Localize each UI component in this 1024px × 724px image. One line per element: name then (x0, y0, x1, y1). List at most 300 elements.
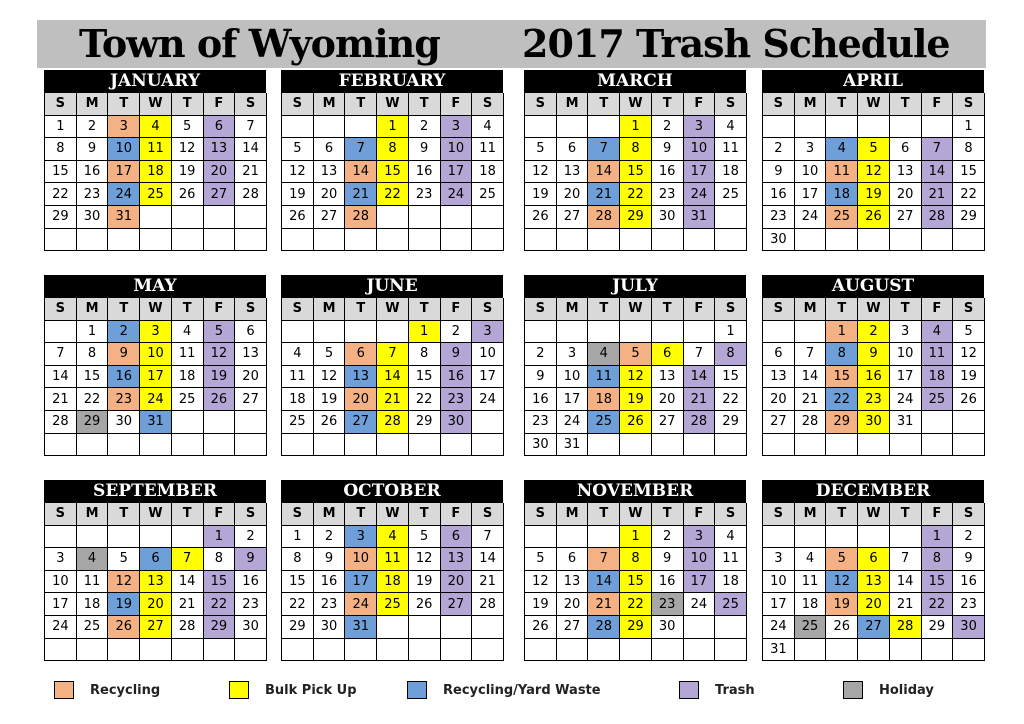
day-cell: 13 (858, 571, 890, 594)
empty-cell (858, 434, 890, 457)
empty-cell (525, 639, 557, 662)
weekday-header: S (235, 298, 267, 321)
day-cell: 27 (345, 411, 377, 434)
day-cell: 24 (890, 388, 922, 411)
empty-cell (684, 321, 716, 344)
empty-cell (620, 639, 652, 662)
day-cell: 18 (715, 161, 747, 184)
day-cell: 5 (409, 526, 441, 549)
day-cell: 19 (858, 183, 890, 206)
day-cell: 16 (108, 366, 140, 389)
weekday-header: M (314, 503, 346, 526)
day-cell: 22 (620, 593, 652, 616)
empty-cell (588, 526, 620, 549)
day-cell: 8 (377, 138, 409, 161)
legend (0, 681, 1024, 703)
legend-label: Holiday (879, 682, 934, 698)
weekday-header: T (172, 503, 204, 526)
day-cell: 22 (409, 388, 441, 411)
day-cell: 14 (472, 548, 504, 571)
weekday-header: M (314, 93, 346, 116)
day-cell: 12 (108, 571, 140, 594)
empty-cell (588, 321, 620, 344)
day-cell: 8 (922, 548, 954, 571)
day-cell: 1 (826, 321, 858, 344)
day-cell: 31 (345, 616, 377, 639)
weekday-header: T (108, 503, 140, 526)
day-cell: 7 (890, 548, 922, 571)
day-cell: 22 (377, 183, 409, 206)
weekday-header: T (345, 298, 377, 321)
month-february (281, 70, 503, 251)
day-cell: 25 (77, 616, 109, 639)
day-cell: 28 (377, 411, 409, 434)
day-cell: 27 (140, 616, 172, 639)
day-cell: 7 (588, 138, 620, 161)
day-cell: 12 (525, 571, 557, 594)
empty-cell (409, 206, 441, 229)
legend-label: Trash (715, 682, 755, 698)
day-cell: 18 (922, 366, 954, 389)
weekday-header: M (314, 298, 346, 321)
day-cell: 12 (620, 366, 652, 389)
empty-cell (172, 229, 204, 252)
day-cell: 16 (525, 388, 557, 411)
empty-cell (588, 229, 620, 252)
empty-cell (377, 321, 409, 344)
day-cell: 31 (684, 206, 716, 229)
empty-cell (441, 616, 473, 639)
month-december (762, 480, 984, 661)
month-title: MAY (44, 275, 266, 297)
day-cell: 11 (922, 343, 954, 366)
day-cell: 26 (826, 616, 858, 639)
day-cell: 26 (108, 616, 140, 639)
day-cell: 29 (715, 411, 747, 434)
weekday-header: S (953, 503, 985, 526)
month-days-grid (44, 502, 266, 661)
empty-cell (45, 321, 77, 344)
day-cell: 4 (795, 548, 827, 571)
empty-cell (108, 229, 140, 252)
day-cell: 10 (345, 548, 377, 571)
day-cell: 14 (922, 161, 954, 184)
day-cell: 10 (763, 571, 795, 594)
month-days-grid (281, 502, 503, 661)
day-cell: 8 (282, 548, 314, 571)
day-cell: 7 (235, 116, 267, 139)
day-cell: 25 (377, 593, 409, 616)
day-cell: 12 (172, 138, 204, 161)
day-cell: 4 (826, 138, 858, 161)
weekday-header: F (441, 298, 473, 321)
day-cell: 28 (588, 616, 620, 639)
empty-cell (377, 616, 409, 639)
empty-cell (588, 639, 620, 662)
day-cell: 13 (557, 571, 589, 594)
day-cell: 25 (715, 183, 747, 206)
empty-cell (858, 639, 890, 662)
day-cell: 24 (684, 593, 716, 616)
empty-cell (715, 639, 747, 662)
day-cell: 21 (588, 183, 620, 206)
day-cell: 5 (953, 321, 985, 344)
day-cell: 28 (345, 206, 377, 229)
weekday-header: T (826, 93, 858, 116)
empty-cell (763, 116, 795, 139)
month-days-grid (281, 297, 503, 456)
weekday-header: T (409, 503, 441, 526)
empty-cell (45, 639, 77, 662)
day-cell: 8 (409, 343, 441, 366)
day-cell: 20 (140, 593, 172, 616)
day-cell: 26 (525, 206, 557, 229)
day-cell: 9 (953, 548, 985, 571)
empty-cell (441, 206, 473, 229)
day-cell: 20 (890, 183, 922, 206)
day-cell: 1 (620, 526, 652, 549)
day-cell: 13 (140, 571, 172, 594)
day-cell: 27 (235, 388, 267, 411)
weekday-header: M (77, 503, 109, 526)
day-cell: 17 (108, 161, 140, 184)
empty-cell (715, 206, 747, 229)
day-cell: 23 (763, 206, 795, 229)
day-cell: 31 (890, 411, 922, 434)
empty-cell (715, 229, 747, 252)
legend-swatch (54, 681, 74, 699)
empty-cell (588, 116, 620, 139)
day-cell: 15 (922, 571, 954, 594)
day-cell: 22 (953, 183, 985, 206)
day-cell: 19 (525, 593, 557, 616)
empty-cell (108, 639, 140, 662)
day-cell: 9 (652, 548, 684, 571)
empty-cell (922, 229, 954, 252)
day-cell: 31 (763, 639, 795, 662)
weekday-header: F (922, 503, 954, 526)
day-cell: 2 (953, 526, 985, 549)
day-cell: 21 (45, 388, 77, 411)
day-cell: 20 (441, 571, 473, 594)
weekday-header: S (525, 298, 557, 321)
weekday-header: T (108, 93, 140, 116)
day-cell: 20 (858, 593, 890, 616)
weekday-header: W (377, 503, 409, 526)
day-cell: 21 (235, 161, 267, 184)
day-cell: 7 (377, 343, 409, 366)
day-cell: 10 (45, 571, 77, 594)
empty-cell (557, 229, 589, 252)
day-cell: 11 (715, 138, 747, 161)
day-cell: 24 (795, 206, 827, 229)
day-cell: 11 (377, 548, 409, 571)
day-cell: 30 (77, 206, 109, 229)
weekday-header: T (108, 298, 140, 321)
day-cell: 7 (588, 548, 620, 571)
empty-cell (890, 116, 922, 139)
day-cell: 3 (45, 548, 77, 571)
legend-item (843, 681, 934, 699)
empty-cell (858, 116, 890, 139)
month-november (524, 480, 746, 661)
empty-cell (172, 526, 204, 549)
day-cell: 13 (314, 161, 346, 184)
day-cell: 23 (409, 183, 441, 206)
day-cell: 27 (314, 206, 346, 229)
empty-cell (715, 616, 747, 639)
weekday-header: S (472, 503, 504, 526)
legend-label: Bulk Pick Up (265, 682, 357, 698)
empty-cell (441, 434, 473, 457)
day-cell: 6 (557, 138, 589, 161)
day-cell: 20 (314, 183, 346, 206)
day-cell: 2 (108, 321, 140, 344)
empty-cell (652, 434, 684, 457)
day-cell: 5 (204, 321, 236, 344)
weekday-header: T (345, 93, 377, 116)
day-cell: 14 (172, 571, 204, 594)
weekday-header: S (235, 503, 267, 526)
month-title: JUNE (281, 275, 503, 297)
day-cell: 12 (826, 571, 858, 594)
day-cell: 5 (282, 138, 314, 161)
weekday-header: T (652, 93, 684, 116)
day-cell: 22 (282, 593, 314, 616)
weekday-header: T (890, 93, 922, 116)
day-cell: 28 (172, 616, 204, 639)
day-cell: 19 (620, 388, 652, 411)
weekday-header: T (588, 93, 620, 116)
empty-cell (409, 434, 441, 457)
weekday-header: F (441, 503, 473, 526)
day-cell: 29 (77, 411, 109, 434)
weekday-header: W (140, 503, 172, 526)
day-cell: 23 (525, 411, 557, 434)
day-cell: 1 (620, 116, 652, 139)
day-cell: 13 (204, 138, 236, 161)
empty-cell (204, 206, 236, 229)
day-cell: 30 (525, 434, 557, 457)
empty-cell (314, 229, 346, 252)
month-title: SEPTEMBER (44, 480, 266, 502)
weekday-header: S (472, 93, 504, 116)
day-cell: 8 (620, 548, 652, 571)
day-cell: 18 (472, 161, 504, 184)
day-cell: 13 (345, 366, 377, 389)
empty-cell (684, 616, 716, 639)
empty-cell (377, 434, 409, 457)
empty-cell (45, 434, 77, 457)
legend-swatch (229, 681, 249, 699)
weekday-header: T (890, 298, 922, 321)
weekday-header: F (684, 298, 716, 321)
day-cell: 25 (922, 388, 954, 411)
weekday-header: M (77, 93, 109, 116)
weekday-header: S (953, 93, 985, 116)
day-cell: 12 (314, 366, 346, 389)
title-banner (37, 20, 986, 68)
day-cell: 14 (45, 366, 77, 389)
day-cell: 21 (588, 593, 620, 616)
day-cell: 9 (108, 343, 140, 366)
day-cell: 22 (45, 183, 77, 206)
empty-cell (826, 526, 858, 549)
empty-cell (235, 639, 267, 662)
legend-swatch (679, 681, 699, 699)
empty-cell (525, 526, 557, 549)
empty-cell (409, 616, 441, 639)
month-title: JANUARY (44, 70, 266, 92)
day-cell: 10 (795, 161, 827, 184)
empty-cell (140, 639, 172, 662)
month-july (524, 275, 746, 456)
day-cell: 7 (45, 343, 77, 366)
day-cell: 10 (890, 343, 922, 366)
empty-cell (108, 526, 140, 549)
town-title: Town of Wyoming (79, 21, 440, 66)
day-cell: 27 (890, 206, 922, 229)
weekday-header: S (45, 93, 77, 116)
day-cell: 11 (77, 571, 109, 594)
day-cell: 6 (345, 343, 377, 366)
legend-label: Recycling/Yard Waste (443, 682, 601, 698)
day-cell: 29 (45, 206, 77, 229)
day-cell: 25 (282, 411, 314, 434)
day-cell: 18 (140, 161, 172, 184)
empty-cell (953, 639, 985, 662)
day-cell: 11 (172, 343, 204, 366)
weekday-header: T (652, 298, 684, 321)
day-cell: 4 (472, 116, 504, 139)
day-cell: 11 (826, 161, 858, 184)
empty-cell (77, 229, 109, 252)
day-cell: 15 (409, 366, 441, 389)
empty-cell (858, 229, 890, 252)
empty-cell (235, 206, 267, 229)
day-cell: 21 (795, 388, 827, 411)
day-cell: 4 (140, 116, 172, 139)
legend-item (407, 681, 601, 699)
empty-cell (172, 639, 204, 662)
day-cell: 4 (922, 321, 954, 344)
empty-cell (795, 639, 827, 662)
day-cell: 25 (140, 183, 172, 206)
month-days-grid (524, 297, 746, 456)
weekday-header: S (45, 503, 77, 526)
month-days-grid (762, 297, 984, 456)
empty-cell (588, 434, 620, 457)
empty-cell (525, 321, 557, 344)
empty-cell (204, 229, 236, 252)
day-cell: 28 (890, 616, 922, 639)
day-cell: 10 (140, 343, 172, 366)
weekday-header: M (77, 298, 109, 321)
weekday-header: W (620, 93, 652, 116)
weekday-header: S (235, 93, 267, 116)
empty-cell (472, 434, 504, 457)
day-cell: 17 (890, 366, 922, 389)
weekday-header: F (204, 503, 236, 526)
weekday-header: T (588, 298, 620, 321)
empty-cell (557, 526, 589, 549)
day-cell: 30 (953, 616, 985, 639)
day-cell: 23 (77, 183, 109, 206)
day-cell: 4 (715, 116, 747, 139)
empty-cell (472, 229, 504, 252)
day-cell: 17 (684, 161, 716, 184)
empty-cell (314, 116, 346, 139)
day-cell: 29 (922, 616, 954, 639)
day-cell: 25 (795, 616, 827, 639)
empty-cell (557, 116, 589, 139)
day-cell: 28 (795, 411, 827, 434)
day-cell: 8 (45, 138, 77, 161)
empty-cell (282, 116, 314, 139)
empty-cell (684, 229, 716, 252)
weekday-header: M (557, 298, 589, 321)
empty-cell (922, 639, 954, 662)
day-cell: 27 (858, 616, 890, 639)
day-cell: 16 (409, 161, 441, 184)
day-cell: 30 (108, 411, 140, 434)
empty-cell (314, 639, 346, 662)
empty-cell (409, 639, 441, 662)
day-cell: 14 (235, 138, 267, 161)
weekday-header: S (282, 503, 314, 526)
day-cell: 8 (953, 138, 985, 161)
empty-cell (922, 434, 954, 457)
month-days-grid (281, 92, 503, 251)
day-cell: 27 (763, 411, 795, 434)
empty-cell (45, 526, 77, 549)
empty-cell (795, 116, 827, 139)
day-cell: 13 (441, 548, 473, 571)
empty-cell (204, 411, 236, 434)
day-cell: 9 (652, 138, 684, 161)
month-title: OCTOBER (281, 480, 503, 502)
day-cell: 12 (525, 161, 557, 184)
empty-cell (172, 434, 204, 457)
day-cell: 24 (472, 388, 504, 411)
weekday-header: T (652, 503, 684, 526)
empty-cell (826, 116, 858, 139)
weekday-header: W (377, 93, 409, 116)
day-cell: 18 (77, 593, 109, 616)
day-cell: 14 (795, 366, 827, 389)
day-cell: 6 (763, 343, 795, 366)
day-cell: 20 (763, 388, 795, 411)
day-cell: 26 (282, 206, 314, 229)
month-days-grid (524, 92, 746, 251)
day-cell: 1 (953, 116, 985, 139)
day-cell: 23 (652, 183, 684, 206)
legend-label: Recycling (90, 682, 161, 698)
empty-cell (922, 411, 954, 434)
day-cell: 17 (763, 593, 795, 616)
day-cell: 1 (77, 321, 109, 344)
day-cell: 13 (763, 366, 795, 389)
day-cell: 13 (235, 343, 267, 366)
day-cell: 4 (715, 526, 747, 549)
day-cell: 3 (684, 116, 716, 139)
day-cell: 19 (826, 593, 858, 616)
day-cell: 29 (826, 411, 858, 434)
empty-cell (108, 434, 140, 457)
weekday-header: M (795, 93, 827, 116)
day-cell: 24 (108, 183, 140, 206)
empty-cell (557, 321, 589, 344)
